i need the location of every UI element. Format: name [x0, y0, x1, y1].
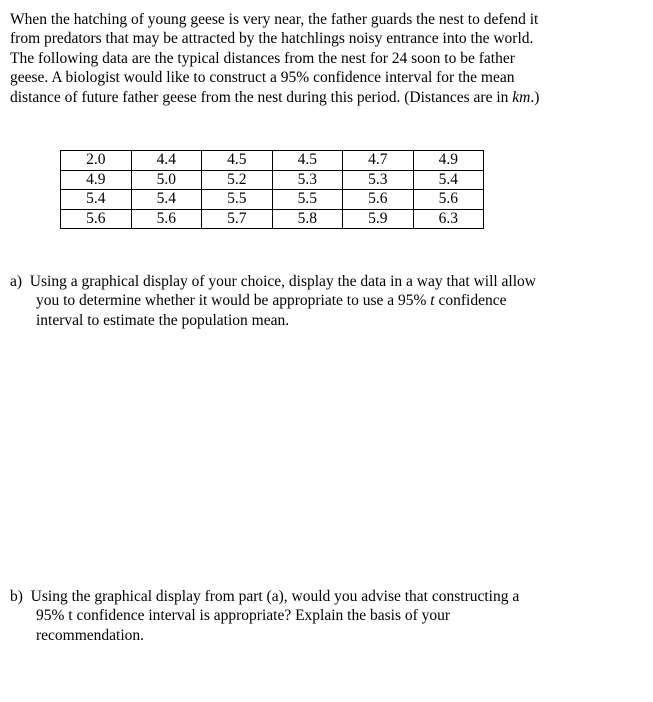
question-line: 95% t confidence interval is appropriate? Explain the basis of your [36, 607, 451, 625]
table-cell: 5.5 [202, 190, 273, 210]
table-cell: 5.9 [343, 209, 414, 229]
intro-line: The following data are the typical distances from the nest for 24 soon to be father [10, 49, 515, 67]
table-row [61, 170, 484, 190]
question-text: confidence [434, 292, 507, 310]
intro-line: When the hatching of young geese is very near, the father guards the nest to defend it [10, 11, 539, 28]
distance-data-table [60, 150, 484, 229]
intro-line [10, 88, 640, 107]
intro-text: .) [530, 88, 540, 106]
question-line [10, 291, 640, 310]
unit-km: km [512, 88, 531, 106]
question-text: Using a graphical display of your choice, display the data in a way that will allow [29, 273, 536, 290]
table-cell: 4.5 [272, 151, 343, 171]
table-cell: 4.7 [343, 151, 414, 171]
table-cell: 2.0 [61, 151, 132, 171]
intro-line: geese. A biologist would like to construct a 95% confidence interval for the mean [10, 69, 515, 87]
table-cell: 5.4 [61, 190, 132, 210]
table-cell: 5.2 [202, 170, 273, 190]
intro-text: distance of future father geese from the nest during this period. (Distances are in [10, 88, 513, 106]
intro-paragraph [10, 10, 640, 107]
question-line [10, 272, 640, 291]
table-row [61, 209, 484, 229]
table-cell: 5.0 [131, 170, 202, 190]
question-text: you to determine whether it would be appropriate to use a 95% [36, 292, 431, 310]
t-symbol: t [430, 292, 435, 310]
table-cell: 5.8 [272, 209, 343, 229]
question-label: a) [10, 273, 23, 290]
table-cell: 4.5 [202, 151, 273, 171]
table-cell: 4.9 [61, 170, 132, 190]
table-cell: 5.7 [202, 209, 273, 229]
table-cell: 5.6 [343, 190, 414, 210]
table-cell: 5.5 [272, 190, 343, 210]
table-cell: 5.4 [131, 190, 202, 210]
table-row [61, 190, 484, 210]
table-cell: 6.3 [413, 209, 484, 229]
question-line: recommendation. [36, 626, 145, 644]
table-cell: 4.9 [413, 151, 484, 171]
question-line: interval to estimate the population mean. [36, 311, 290, 329]
table-body [61, 151, 484, 229]
question-label: b) [10, 588, 23, 605]
table-cell: 5.3 [272, 170, 343, 190]
question-line [10, 587, 640, 606]
intro-line: from predators that may be attracted by the hatchlings noisy entrance into the world. [10, 30, 534, 48]
question-b [10, 587, 640, 645]
table-cell: 5.3 [343, 170, 414, 190]
table-cell: 5.6 [413, 190, 484, 210]
table-cell: 5.6 [131, 209, 202, 229]
table-cell: 4.4 [131, 151, 202, 171]
table-row [61, 151, 484, 171]
table-cell: 5.6 [61, 209, 132, 229]
table-cell: 5.4 [413, 170, 484, 190]
question-a [10, 272, 640, 330]
question-text: Using the graphical display from part (a), would you advise that constructing a [30, 588, 520, 605]
